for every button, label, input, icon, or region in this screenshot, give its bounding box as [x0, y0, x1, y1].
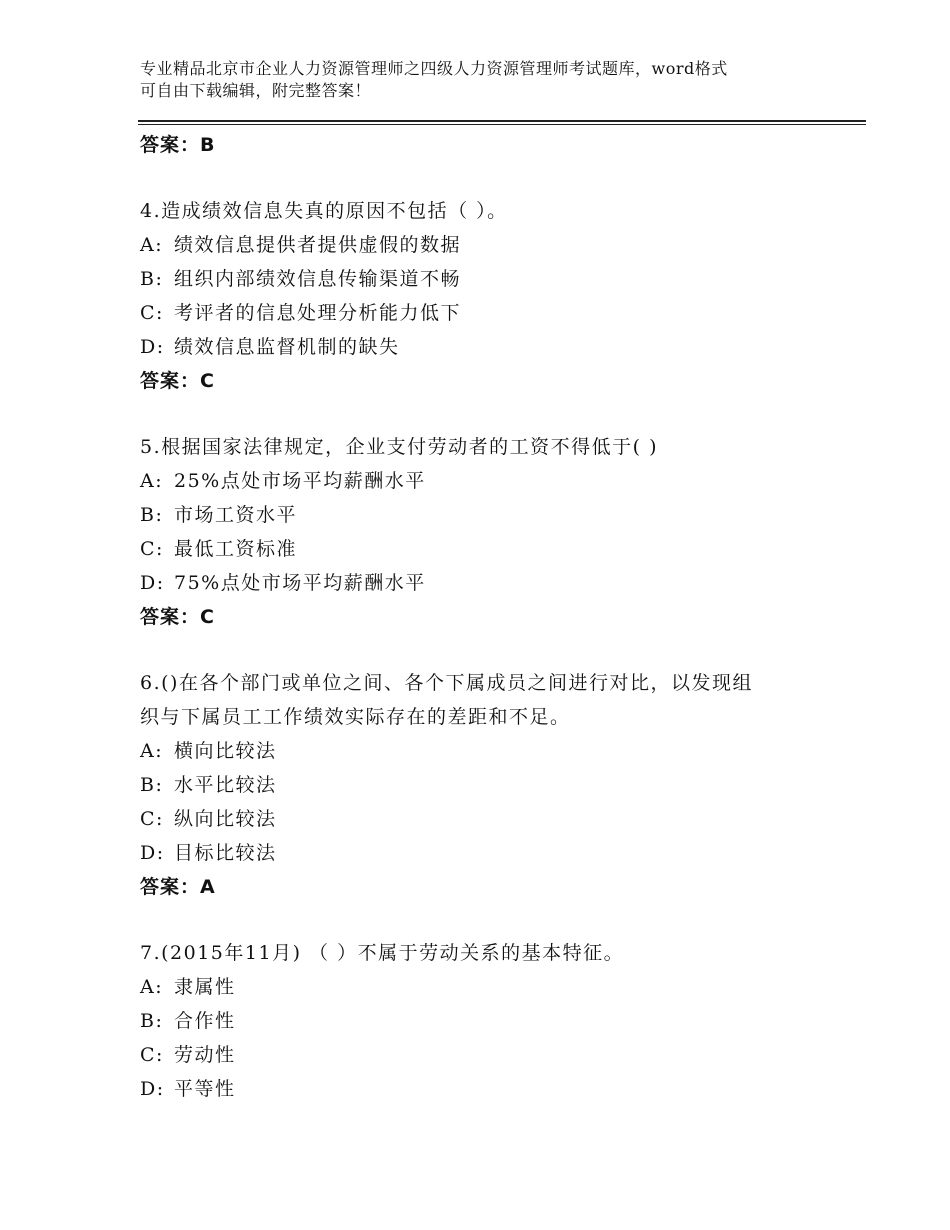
question-stem-line-2: 织与下属员工工作绩效实际存在的差距和不足。: [140, 706, 571, 728]
option-text: 75%点处市场平均薪酬水平: [174, 572, 426, 594]
option-c: [140, 1038, 840, 1072]
option-letter: C:: [140, 538, 164, 560]
option-text: 25%点处市场平均薪酬水平: [174, 470, 426, 492]
option-text: 目标比较法: [174, 842, 277, 864]
option-d: [140, 330, 840, 364]
option-text: 合作性: [174, 1010, 236, 1032]
question-list: [140, 128, 840, 1106]
option-text: 市场工资水平: [174, 504, 298, 526]
option-d: [140, 1072, 840, 1106]
option-letter: A:: [140, 234, 164, 256]
option-letter: B:: [140, 1010, 164, 1032]
option-letter: A:: [140, 976, 164, 998]
question-stem: 5.根据国家法律规定，企业支付劳动者的工资不得低于( ): [140, 436, 658, 458]
option-text: 劳动性: [174, 1044, 236, 1066]
answer-label: 答案：A: [140, 876, 216, 898]
option-letter: C:: [140, 302, 164, 324]
option-b: [140, 768, 840, 802]
option-letter: B:: [140, 774, 164, 796]
option-text: 绩效信息监督机制的缺失: [174, 336, 400, 358]
header-divider-thin: [138, 124, 866, 125]
option-text: 水平比较法: [174, 774, 277, 796]
option-letter: A:: [140, 740, 164, 762]
option-letter: B:: [140, 504, 164, 526]
answer-label: 答案：C: [140, 606, 215, 628]
option-b: [140, 498, 840, 532]
option-c: [140, 802, 840, 836]
document-header: [140, 58, 840, 102]
option-letter: D:: [140, 336, 165, 358]
header-line-1: 专业精品北京市企业人力资源管理师之四级人力资源管理师考试题库，word格式: [140, 59, 728, 78]
option-letter: C:: [140, 1044, 164, 1066]
option-letter: C:: [140, 808, 164, 830]
option-a: [140, 970, 840, 1004]
option-text: 绩效信息提供者提供虚假的数据: [174, 234, 462, 256]
header-divider: [138, 120, 866, 122]
option-b: [140, 1004, 840, 1038]
option-c: [140, 532, 840, 566]
previous-answer: 答案：B: [140, 134, 216, 156]
option-text: 隶属性: [174, 976, 236, 998]
question-4: [140, 194, 840, 398]
option-a: [140, 734, 840, 768]
header-line-2: 可自由下载编辑，附完整答案！: [140, 81, 372, 100]
option-letter: D:: [140, 572, 165, 594]
option-text: 最低工资标准: [174, 538, 298, 560]
option-letter: D:: [140, 1078, 165, 1100]
option-text: 组织内部绩效信息传输渠道不畅: [174, 268, 462, 290]
option-a: [140, 228, 840, 262]
question-7: [140, 936, 840, 1106]
answer-label: 答案：C: [140, 370, 215, 392]
question-stem: 7.(2015年11月) （ ）不属于劳动关系的基本特征。: [140, 942, 625, 964]
option-text: 平等性: [174, 1078, 236, 1100]
option-c: [140, 296, 840, 330]
question-stem: 4.造成绩效信息失真的原因不包括（ ）。: [140, 200, 508, 222]
question-stem-line-1: 6.()在各个部门或单位之间、各个下属成员之间进行对比，以发现组: [140, 672, 753, 694]
option-letter: D:: [140, 842, 165, 864]
question-5: [140, 430, 840, 634]
option-letter: A:: [140, 470, 164, 492]
question-6: [140, 666, 840, 904]
option-d: [140, 836, 840, 870]
option-a: [140, 464, 840, 498]
option-b: [140, 262, 840, 296]
option-d: [140, 566, 840, 600]
option-text: 横向比较法: [174, 740, 277, 762]
option-text: 考评者的信息处理分析能力低下: [174, 302, 462, 324]
option-letter: B:: [140, 268, 164, 290]
option-text: 纵向比较法: [174, 808, 277, 830]
